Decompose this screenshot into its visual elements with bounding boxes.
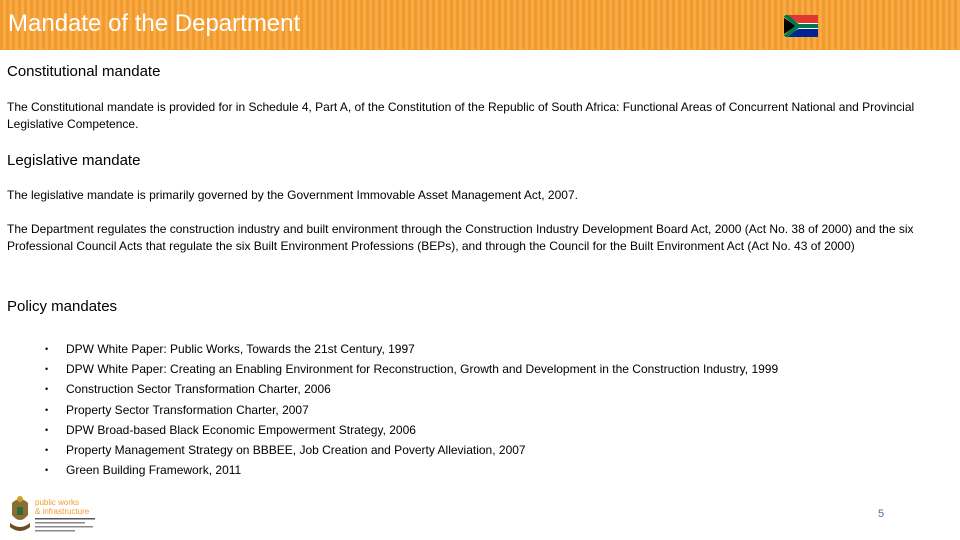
slide-title: Mandate of the Department bbox=[8, 10, 301, 37]
page-number: 5 bbox=[878, 508, 885, 520]
constitutional-mandate-text: The Constitutional mandate is provided for in Schedule 4, Part A, of the Constitution of the Republic of South Africa: Functional Areas of Concurrent National and Provincial Legislative Competence. bbox=[7, 100, 915, 131]
legislative-mandate-text: The legislative mandate is primarily governed by the Government Immovable Asset Management Act, 2007. bbox=[7, 188, 578, 202]
list-item: • DPW Broad-based Black Economic Empowerment Strategy, 2006 bbox=[40, 420, 778, 440]
legislative-regulation-text: The Department regulates the construction industry and built environment through the Construction Industry Development Board Act, 2000 (Act No. 38 of 2000) and the six Professional Council Acts that regulate the six Built Environment Professions (BEPs), and through the Council for the Built Environment Act (Act No. 43 of 2000) bbox=[7, 222, 914, 253]
bullet-icon: • bbox=[45, 444, 49, 455]
title-bar bbox=[0, 0, 960, 50]
list-item: • DPW White Paper: Public Works, Towards the 21st Century, 1997 bbox=[40, 339, 778, 359]
coat-of-arms-icon bbox=[10, 496, 30, 531]
bullet-icon: • bbox=[45, 424, 49, 435]
bullet-icon: • bbox=[45, 465, 49, 476]
bullet-icon: • bbox=[45, 404, 49, 415]
policy-mandates-list bbox=[40, 339, 778, 480]
bullet-icon: • bbox=[45, 344, 49, 354]
list-item: • DPW White Paper: Creating an Enabling Environment for Reconstruction, Growth and Development in the Construction Industry, 1999 bbox=[40, 359, 778, 379]
constitutional-mandate-heading: Constitutional mandate bbox=[7, 63, 161, 80]
svg-text:public works: public works bbox=[35, 498, 80, 507]
list-item: • Construction Sector Transformation Charter, 2006 bbox=[40, 379, 778, 399]
list-item: • Green Building Framework, 2011 bbox=[40, 460, 778, 480]
bullet-icon: • bbox=[45, 364, 49, 375]
list-item: • Property Management Strategy on BBBEE, Job Creation and Poverty Alleviation, 2007 bbox=[40, 440, 778, 460]
south-africa-flag-icon bbox=[784, 15, 818, 37]
bullet-icon: • bbox=[45, 384, 49, 395]
legislative-mandate-heading: Legislative mandate bbox=[7, 152, 141, 169]
policy-mandates-heading: Policy mandates bbox=[7, 298, 118, 315]
public-works-logo bbox=[8, 495, 100, 535]
svg-text:& infrastructure: & infrastructure bbox=[35, 507, 90, 516]
list-item: • Property Sector Transformation Charter, 2007 bbox=[40, 400, 778, 420]
